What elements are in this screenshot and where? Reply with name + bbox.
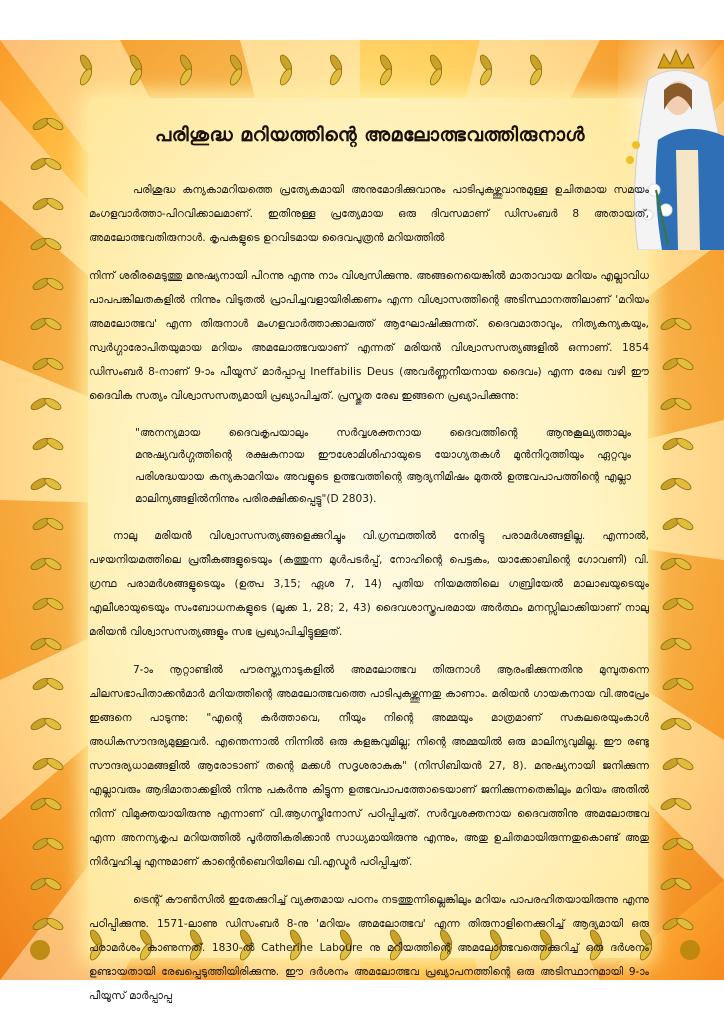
paragraph-4: 7-ാം നൂറ്റാണ്ടിൽ പൗരസ്ത്യനാടുകളിൽ അമലോത്ഭവ തിരുനാൾ ആരംഭിക്കുന്നതിനു മുമ്പുതന്നെ ചിലസഭാപിതാക്കൻമാർ മറിയത്തിന്റെ അമലോത്ഭവത്തെ പാടിപുകഴ്ത്തുന്നതു കാണാം. മരിയൻ ഗായകനായ വി.അപ്രേം ഇങ്ങനെ പാടുന്നു: "എന്റെ കർത്താവെ, നീയും നിന്റെ അമ്മയും മാത്രമാണ് സകലരെയുംകാൾ അധികസൗന്ദര്യമുള്ളവർ. എന്തെന്നാൽ നിന്നിൽ ഒരു കളങ്കവുമില്ല; നിന്റെ അമ്മയിൽ ഒരു മാലിന്യവുമില്ല. ഈ രണ്ടു സൗന്ദര്യധാമങ്ങളിൽ ആരോടാണ് തന്റെ മക്കൾ സദൃശരാകുക" (നിസിബിയൻ 27, 8). മനുഷ്യനായി ജനിക്കുന്ന എല്ലാവരും ആദിമാതാക്കളിൽ നിന്നു പകർന്നു കിട്ടുന്ന ഉത്ഭവപാപത്തോടെയാണ് ജനിക്കുന്നതെങ്കിലും മറിയം അതിൽ നിന്ന് വിമുക്തയായിരുന്നു എന്നാണ് വി.ആഗസ്തിനോസ് പഠിപ്പിച്ചത്. സർവ്വശക്തനായ ദൈവത്തിനു അമലോത്ഭവ എന്ന അനന്യകൃപ മറിയത്തിൽ പൂർത്തികരിക്കാൻ സാധ്യമായിരുന്നു എന്നും, അതു ഉചിതമായിരുന്നതുകൊണ്ട് അതു നിർവ്വഹിച്ചു എന്നുമാണ് കാന്റെൻബെറിയിലെ വി.എഡ്മർ പഠിപ്പിച്ചത്. [89, 664, 649, 868]
paragraph-2: നിന്ന് ശരീരമെടുത്തു മനുഷ്യനായി പിറന്നു എന്നു നാം വിശ്വസിക്കുന്നു. അങ്ങനെയെങ്കിൽ മാതാവായ മറിയം എല്ലാവിധ പാപപങ്കിലതകളിൽ നിന്നും വിടുതൽ പ്രാപിച്ചവളായിരിക്കണം എന്ന വിശ്വാസത്തിന്റെ അടിസ്ഥാനത്തിലാണ് 'മറിയം അമലോത്ഭവ' എന്ന തിരുനാൾ മംഗളവാർത്താക്കാലത്ത് ആഘോഷിക്കുന്നത്. ദൈവമാതാവും, നിത്യകന്യകയും, സ്വർഗ്ഗാരോപിതയുമായ മറിയം അമലോത്ഭവയാണ് എന്നത് മരിയൻ വിശ്വാസസത്യങ്ങളിൽ ഒന്നാണ്. 1854 ഡിസംബർ 8-നാണ് 9-ാം പീയൂസ് മാർപ്പാപ്പ Ineffabilis Deus (അവർണ്ണനീയനായ ദൈവം) എന്ന രേഖ വഴി ഈ ദൈവിക സത്യം വിശ്വാസസത്യമായി പ്രഖ്യാപിച്ചത്. പ്രസ്തുത രേഖ ഇങ്ങനെ പ്രഖ്യാപിക്കുന്നു: [89, 270, 649, 402]
page-title: പരിശുദ്ധ മറിയത്തിന്റെ അമലോത്ഭവത്തിരുനാൾ [154, 124, 586, 146]
paragraph-3: നാലു മരിയൻ വിശ്വാസസത്യങ്ങളെക്കുറിച്ചും വി.ഗ്രന്ഥത്തിൽ നേരിട്ടു പരാമർശങ്ങളില്ല. എന്നാൽ, പഴയനിയമത്തിലെ പ്രതീകങ്ങളുടെയും (കത്തുന്ന മുൾപടർപ്പ്, നോഹിന്റെ പെട്ടകം, യാക്കോബിന്റെ ഗോവണി) വി. ഗ്രന്ഥ പരാമർശങ്ങളുടെയും (ഉത്പ 3,15; ഏശ 7, 14) പുതിയ നിയമത്തിലെ ഗബ്രിയേൽ മാലാഖയുടെയും എലീശായുടെയും സംബോധനകളുടെ (ലൂക്ക 1, 28; 2, 43) ദൈവശാസ്ത്രപരമായ അർത്ഥം മനസ്സിലാക്കിയാണ് നാലു മരിയൻ വിശ്വാസസത്യങ്ങളും സഭ പ്രഖ്യാപിച്ചിട്ടുള്ളത്. [89, 530, 649, 638]
article-body [89, 178, 649, 1022]
paragraph-5: ട്രെന്റ് കൗൺസിൽ ഇതേക്കുറിച്ച് വ്യക്തമായ പഠനം നടത്തുന്നില്ലെങ്കിലും മറിയം പാപരഹിതയായിരുന്നു എന്നു പഠിപ്പിക്കുന്നു. 1571-ലാണു ഡിസംബർ 8-നു 'മറിയം അമലോത്ഭവ' എന്ന തിരുനാളിനെക്കുറിച്ച് ആദ്യമായി ഒരു പരാമർശം കാണുന്നത്. 1830-ൽ Catherine Laboure നു മറിയത്തിന്റെ അമലോത്ഭവത്തെക്കുറിച്ച് ഒരു ദർശനം ഉണ്ടായതായി രേഖപ്പെടുത്തിയിരിക്കുന്നു. ഈ ദർശനം അമലോത്ഭവ പ്രഖ്യാപനത്തിന്റെ ഒരു അടിസ്ഥാനമായി 9-ാം പീയൂസ് മാർപ്പാപ്പ [89, 894, 649, 1002]
quotation: "അനന്യമായ ദൈവകൃപയാലും സർവ്വശക്തനായ ദൈവത്തിന്റെ ആനുകൂല്യത്താലും മനുഷ്യവർഗ്ഗത്തിന്റെ രക്ഷകനായ ഈശോമിശിഹായുടെ യോഗ്യതകൾ മുൻനിറുത്തിയും ഏറ്റവും പരിശദ്ധയായ കന്യകാമറിയം അവളുടെ ഉത്ഭവത്തിന്റെ ആദ്യനിമിഷം മുതൽ ഉത്ഭവപാപത്തിന്റെ എല്ലാ മാലിന്യങ്ങളിൽനിന്നും പരിരക്ഷിക്കപ്പെട്ടു"(D 2803). [135, 427, 631, 505]
paragraph-1: പരിശുദ്ധ കന്യകാമറിയത്തെ പ്രത്യേകമായി അനുമോദിക്കുവാനും പാടിപുകഴ്ത്തുവാനുമുള്ള ഉചിതമായ സമയം മംഗളവാർത്താ-പിറവിക്കാലമാണ്. ഇതിനുള്ള പ്രത്യേമായ ഒരു ദിവസമാണ് ഡിസംബർ 8 അതായത്, അമലോത്ഭവതിരുനാൾ. കൃപകളുടെ ഉറവിടമായ ദൈവപുത്രൻ മറിയത്തിൽ [89, 184, 649, 244]
